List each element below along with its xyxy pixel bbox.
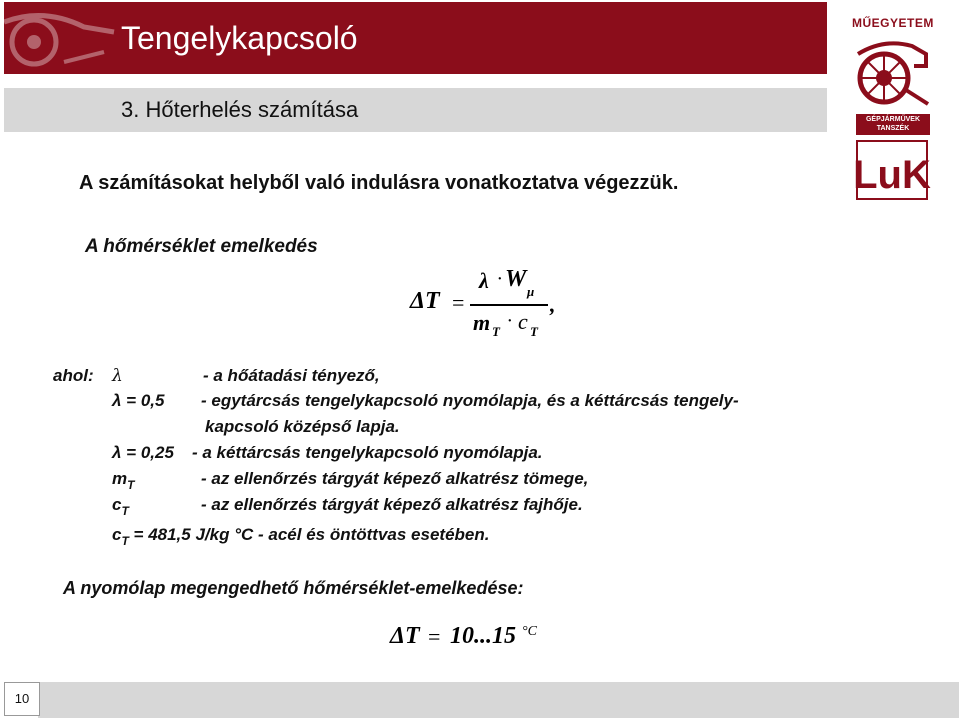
footer-bar: [38, 682, 959, 718]
mass-description: - az ellenőrzés tárgyát képező alkatrész tömege,: [201, 469, 589, 488]
formula-w-sub: μ: [527, 284, 535, 299]
allowable-heading: A nyomólap megengedhető hőmérséklet-emelkedése:: [63, 578, 524, 598]
formula-w: W: [505, 266, 527, 292]
lambda-description: - a hőátadási tényező,: [203, 366, 380, 385]
car-silhouette-icon: [4, 2, 114, 74]
formula-m-sub: T: [492, 324, 500, 339]
lambda-025-description: - a kéttárcsás tengelykapcsoló nyomólapja.: [192, 443, 543, 462]
allow-equals: =: [428, 624, 441, 649]
mass-symbol: $m_T$: [112, 469, 135, 492]
muegyetem-logo: [852, 16, 932, 134]
intro-text: A számításokat helyből való indulásra vonatkoztatva végezzük.: [79, 172, 679, 194]
formula-lhs: ΔT: [410, 288, 440, 314]
formula-dot-2: ·: [507, 310, 512, 332]
lambda-05-value: λ = 0,5: [112, 391, 165, 410]
where-label: ahol:: [53, 366, 94, 385]
heat-capacity-symbol: $c_T$: [112, 495, 129, 518]
formula-dot-1: ·: [497, 268, 502, 290]
car-wheel-icon: [854, 32, 930, 112]
allow-lhs: ΔT: [390, 623, 420, 649]
temperature-heading: A hőmérséklet emelkedés: [85, 236, 318, 257]
formula-c-sub: T: [530, 324, 538, 339]
department-label: [856, 114, 930, 135]
department-line-1: GÉPJÁRMŰVEK: [865, 116, 921, 123]
section-subtitle: 3. Hőterhelés számítása: [121, 97, 359, 122]
subtitle-bar: [4, 88, 827, 132]
luk-logo-mark: [853, 142, 931, 198]
formula-c: c: [518, 309, 528, 334]
muegyetem-logo-text: MŰEGYETEM: [852, 16, 934, 30]
heat-capacity-description: - az ellenőrzés tárgyát képező alkatrész fajhője.: [201, 495, 583, 514]
formula-lambda: λ: [479, 268, 489, 293]
formula-equals: =: [452, 290, 465, 315]
allow-unit: °C: [522, 624, 537, 639]
allow-rhs: 10...15: [450, 623, 516, 649]
lambda-symbol: λ: [112, 366, 123, 386]
formula-comma: ,: [550, 292, 556, 317]
formula-m: m: [473, 310, 491, 335]
page-number: 10: [4, 682, 40, 716]
department-line-2: TANSZÉK: [876, 125, 910, 132]
lambda-05-description-cont: kapcsoló középső lapja.: [205, 417, 400, 436]
luk-logo: [853, 140, 931, 200]
formula-fraction-bar: [470, 303, 550, 307]
lambda-025-value: λ = 0,25: [112, 443, 174, 462]
heat-capacity-value: $c_T = 481,5$ J/kg °C - acél és öntöttvas esetében.: [112, 525, 490, 548]
luk-logo-text: LuK: [853, 153, 931, 197]
lambda-05-description: - egytárcsás tengelykapcsoló nyomólapja, és a kéttárcsás tengely-: [201, 391, 739, 410]
page-title: Tengelykapcsoló: [121, 20, 358, 56]
title-bar: [4, 2, 827, 74]
